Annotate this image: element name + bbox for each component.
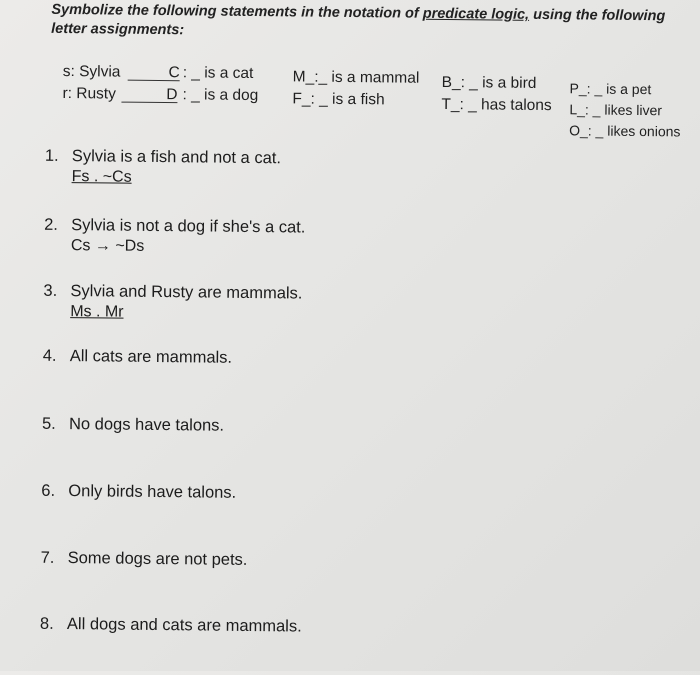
question-number: 6. xyxy=(41,481,56,500)
answer-text: Fs . ~Cs xyxy=(71,168,132,186)
question-number: 7. xyxy=(40,548,55,567)
predicate-d-meaning: : _ is a dog xyxy=(182,86,259,105)
constant-s: s: Sylvia xyxy=(62,62,121,81)
question-text: Some dogs are not pets. xyxy=(67,549,248,569)
question-2 xyxy=(44,216,305,238)
question-text: All cats are mammals. xyxy=(69,347,233,367)
question-text: All dogs and cats are mammals. xyxy=(66,615,302,636)
question-4 xyxy=(43,347,232,368)
answer-text: Cs → ~Ds xyxy=(70,237,145,255)
question-text: Sylvia is a fish and not a cat. xyxy=(71,147,282,168)
answer-text: Ms . Mr xyxy=(70,303,124,321)
instructions-text-start: Symbolize the following statements in the notation of xyxy=(51,1,419,22)
predicate-d-blank xyxy=(121,86,177,104)
predicate-c-meaning: : _ is a cat xyxy=(182,64,254,82)
question-number: 1. xyxy=(44,146,59,165)
predicate-f: F_: _ is a fish xyxy=(292,90,385,109)
answer-2 xyxy=(71,237,145,256)
predicate-o: O_: _ likes onions xyxy=(569,122,681,140)
question-1 xyxy=(45,147,281,168)
question-number: 3. xyxy=(43,281,58,300)
predicate-logic-link-text: predicate logic, xyxy=(422,5,530,23)
predicate-t: T_: _ has talons xyxy=(441,95,552,115)
question-6 xyxy=(41,482,236,503)
question-5 xyxy=(42,415,224,436)
question-text: Sylvia and Rusty are mammals. xyxy=(70,282,303,303)
question-8 xyxy=(40,615,302,637)
predicate-c-blank xyxy=(128,64,180,82)
constant-r: r: Rusty xyxy=(62,84,117,103)
question-number: 2. xyxy=(44,215,59,234)
question-number: 4. xyxy=(42,346,57,365)
predicate-d-letter: D xyxy=(166,86,178,104)
question-text: Sylvia is not a dog if she's a cat. xyxy=(71,216,306,237)
predicate-c-letter: C xyxy=(168,64,180,82)
question-3 xyxy=(43,282,302,304)
instructions-heading xyxy=(51,1,691,46)
answer-1 xyxy=(72,168,132,187)
question-number: 5. xyxy=(41,414,56,433)
question-text: Only birds have talons. xyxy=(68,482,237,502)
predicate-b: B_: _ is a bird xyxy=(441,73,537,92)
instructions-text-end: using the following letter assignments: xyxy=(51,6,666,39)
predicate-m: M_:_ is a mammal xyxy=(292,68,420,87)
question-number: 8. xyxy=(39,614,54,633)
question-text: No dogs have talons. xyxy=(68,415,225,435)
predicate-p: P_: _ is a pet xyxy=(569,80,652,98)
predicate-l: L_: _ likes liver xyxy=(569,101,663,119)
question-7 xyxy=(41,549,248,570)
answer-3 xyxy=(70,303,124,322)
